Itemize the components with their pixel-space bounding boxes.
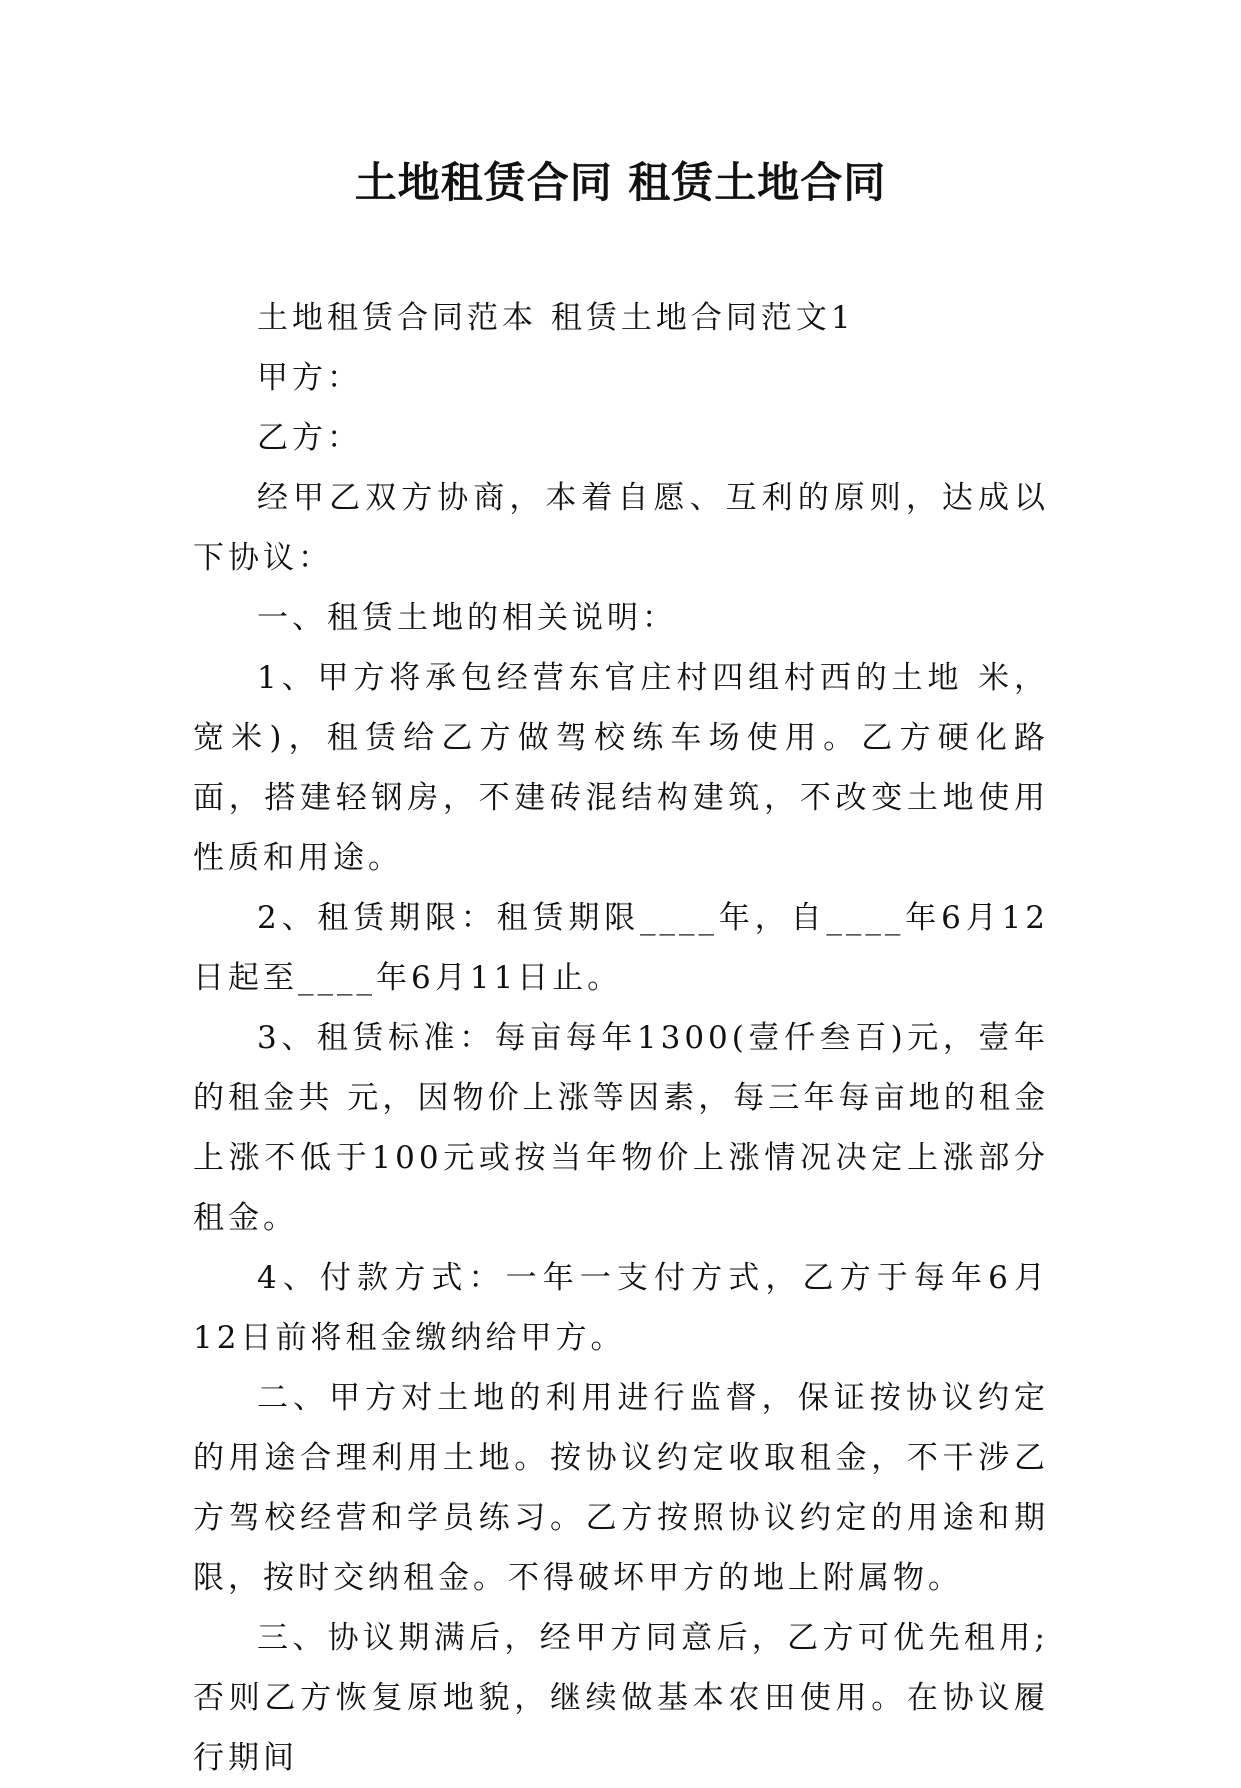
paragraph-subtitle: 土地租赁合同范本 租赁土地合同范文1	[257, 300, 855, 336]
paragraph-clause-2: 2、租赁期限：租赁期限____年，自____年6月12日起至____年6月11日止。	[193, 900, 1049, 996]
paragraph-clause-3: 3、租赁标准：每亩每年1300(壹仟叁百)元，壹年的租金共 元，因物价上涨等因素，每三年每亩地的租金上涨不低于100元或按当年物价上涨情况决定上涨部分租金。	[193, 1020, 1049, 1236]
paragraph-section-1: 一、租赁土地的相关说明：	[257, 600, 677, 636]
document-title: 土地租赁合同 租赁土地合同	[354, 158, 887, 207]
paragraph-section-2: 二、甲方对土地的利用进行监督，保证按协议约定的用途合理利用土地。按协议约定收取租金，不干涉乙方驾校经营和学员练习。乙方按照协议约定的用途和期限，按时交纳租金。不得破坏甲方的地上附属物。	[193, 1380, 1049, 1596]
paragraph-intro: 经甲乙双方协商，本着自愿、互利的原则，达成以下协议：	[193, 480, 1049, 576]
paragraph-party-b: 乙方：	[257, 420, 362, 456]
document-body	[193, 288, 1049, 1788]
paragraph-section-3: 三、协议期满后，经甲方同意后，乙方可优先租用;否则乙方恢复原地貌，继续做基本农田使用。在协议履行期间	[193, 1620, 1049, 1776]
paragraph-clause-1: 1、甲方将承包经营东官庄村四组村西的土地 米，宽米)，租赁给乙方做驾校练车场使用。乙方硬化路面，搭建轻钢房，不建砖混结构建筑，不改变土地使用性质和用途。	[193, 660, 1049, 876]
paragraph-clause-4: 4、付款方式：一年一支付方式，乙方于每年6月12日前将租金缴纳给甲方。	[193, 1260, 1049, 1356]
paragraph-party-a: 甲方：	[257, 360, 362, 396]
